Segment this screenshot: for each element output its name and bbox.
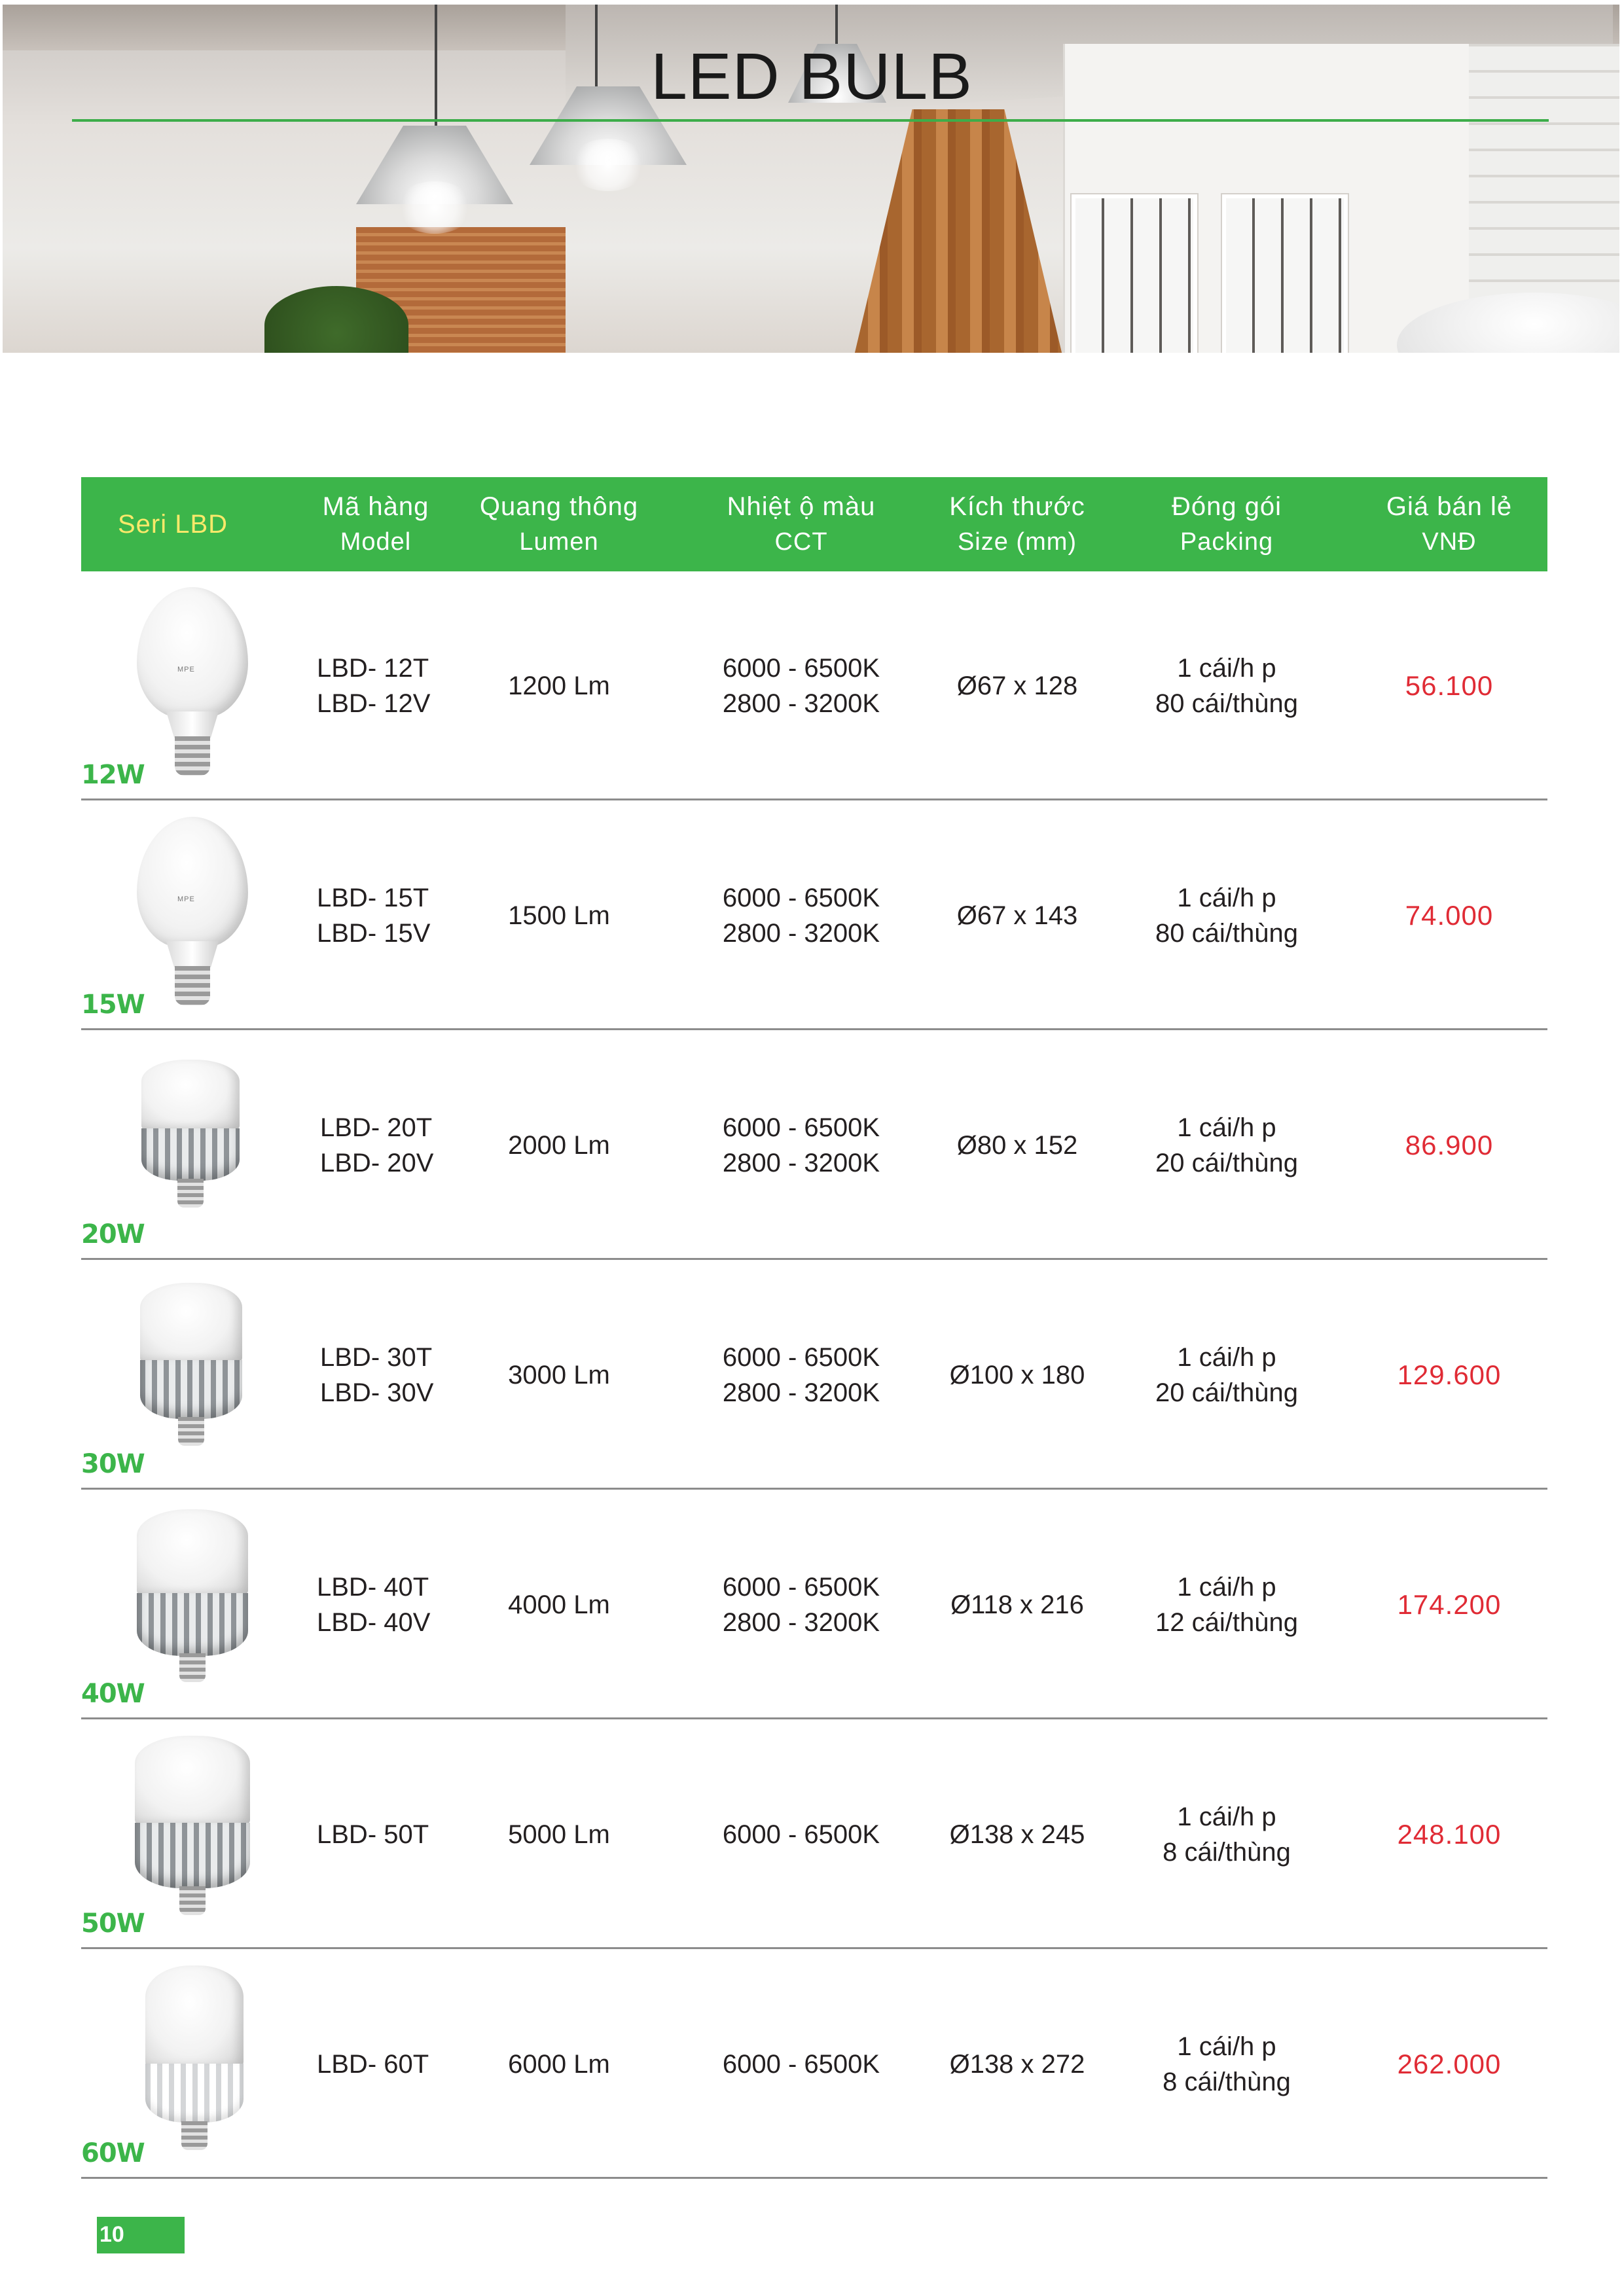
price-cell: 56.100 (1405, 670, 1494, 701)
header-cct (683, 477, 919, 571)
cct-value: 2800 - 3200K (722, 1148, 880, 1177)
header-label: Đóng gói (1171, 492, 1282, 521)
header-sublabel: Lumen (519, 528, 599, 556)
size-cell: Ø67 x 128 (956, 671, 1078, 700)
model-code: LBD- 30T (320, 1342, 433, 1372)
model-cell (320, 1260, 464, 1490)
packing-value: 20 cái/thùng (1155, 1148, 1298, 1177)
model-cell (317, 800, 461, 1030)
packing-value: 8 cái/thùng (1163, 2067, 1291, 2096)
page-title: LED BULB (651, 40, 973, 113)
model-code: LBD- 20V (320, 1148, 434, 1177)
model-code: LBD- 12V (317, 689, 431, 718)
wattage-label: 15W (81, 990, 145, 1020)
size-cell: Ø80 x 152 (956, 1130, 1078, 1160)
packing-value: 1 cái/h p (1177, 883, 1276, 912)
model-code: LBD- 15T (317, 883, 429, 912)
lumen-cell: 5000 Lm (508, 1820, 610, 1849)
model-code: LBD- 15V (317, 918, 431, 948)
wooden-range-hood (854, 109, 1063, 353)
packing-value: 1 cái/h p (1177, 1572, 1276, 1602)
wattage-label: 20W (81, 1219, 145, 1249)
cct-cell (683, 800, 919, 1030)
model-code: LBD- 12T (317, 653, 429, 683)
cct-value: 2800 - 3200K (722, 918, 880, 948)
cct-cell (683, 571, 919, 800)
header-lumen (461, 477, 657, 571)
cct-value: 2800 - 3200K (722, 1607, 880, 1637)
price-cell: 74.000 (1405, 899, 1494, 931)
size-cell: Ø67 x 143 (956, 901, 1078, 930)
lamp-glow (569, 139, 647, 191)
price-cell: 129.600 (1397, 1359, 1502, 1390)
table-row (81, 1260, 1547, 1490)
lamp-cord (435, 5, 437, 129)
header-packing (1122, 477, 1331, 571)
packing-cell (1122, 1490, 1331, 1719)
packing-cell (1122, 1719, 1331, 1949)
page-number-badge (97, 2217, 185, 2253)
price-cell: 262.000 (1397, 2048, 1502, 2079)
header-size (912, 477, 1122, 571)
header-label: Quang thông (479, 492, 639, 521)
header-sublabel: Model (340, 528, 412, 556)
wattage-label: 30W (81, 1449, 145, 1479)
header-seri (107, 477, 238, 571)
price-cell: 248.100 (1397, 1818, 1502, 1850)
wattage-label: 40W (81, 1679, 145, 1709)
cct-value: 6000 - 6500K (722, 1342, 880, 1372)
header-label: Nhiệt ộ màu (727, 492, 876, 521)
packing-cell (1122, 1030, 1331, 1260)
kitchen-cabinet (1063, 44, 1471, 353)
packing-value: 80 cái/thùng (1155, 689, 1298, 718)
packing-value: 1 cái/h p (1177, 2032, 1276, 2061)
header-label: Kích thước (949, 492, 1085, 521)
header-sublabel: Size (mm) (957, 528, 1077, 556)
header-label: Giá bán lẻ (1386, 492, 1513, 521)
packing-value: 80 cái/thùng (1155, 918, 1298, 948)
wattage-label: 50W (81, 1909, 145, 1939)
header-label: Seri LBD (117, 510, 228, 539)
cct-value: 6000 - 6500K (722, 653, 880, 683)
lumen-cell: 3000 Lm (508, 1360, 610, 1390)
header-price (1351, 477, 1547, 571)
wattage-label: 60W (81, 2138, 145, 2168)
size-cell: Ø138 x 245 (949, 1820, 1085, 1849)
lumen-cell: 2000 Lm (508, 1130, 610, 1160)
model-cell (320, 1030, 464, 1260)
header-sublabel: VNĐ (1422, 528, 1477, 556)
model-code: LBD- 50T (317, 1820, 429, 1849)
size-cell: Ø118 x 216 (950, 1590, 1084, 1619)
cct-value: 2800 - 3200K (722, 689, 880, 718)
cct-cell (683, 1490, 919, 1719)
packing-value: 1 cái/h p (1177, 653, 1276, 683)
model-code: LBD- 20T (320, 1113, 433, 1142)
model-code: LBD- 30V (320, 1378, 434, 1407)
size-cell: Ø138 x 272 (949, 2049, 1085, 2079)
header-sublabel: Packing (1180, 528, 1274, 556)
header-model (297, 477, 454, 571)
cct-value: 6000 - 6500K (722, 2049, 880, 2079)
size-cell: Ø100 x 180 (949, 1360, 1085, 1390)
wattage-label: 12W (81, 760, 145, 790)
cct-cell (683, 1949, 919, 2179)
cct-value: 6000 - 6500K (722, 883, 880, 912)
model-cell (317, 1490, 461, 1719)
page-number: 10 (99, 2222, 124, 2247)
packing-value: 20 cái/thùng (1155, 1378, 1298, 1407)
table-row (81, 1490, 1547, 1719)
model-cell (317, 1949, 461, 2179)
packing-value: 1 cái/h p (1177, 1342, 1276, 1372)
cabinet-door (1222, 194, 1348, 353)
table-row: MPE 12W LBD- 12T LBD- 12V 1200 Lm 6000 - 6500K 2800 - 3200K Ø67 x 128 1 cái/h p 80 cái/thùng 56.100 (81, 571, 1547, 800)
packing-value: 12 cái/thùng (1155, 1607, 1298, 1637)
table-header (81, 477, 1547, 571)
cct-cell (683, 1030, 919, 1260)
packing-cell (1122, 571, 1331, 800)
packing-value: 1 cái/h p (1177, 1802, 1276, 1831)
model-cell (317, 1719, 461, 1949)
model-code: LBD- 40T (317, 1572, 429, 1602)
model-code: LBD- 40V (317, 1607, 431, 1637)
lamp-glow (395, 181, 474, 234)
table-row: MPE 15W LBD- 15T LBD- 15V 1500 Lm 6000 - 6500K 2800 - 3200K Ø67 x 143 1 cái/h p 80 cái/thùng 74.000 (81, 800, 1547, 1030)
cct-value: 6000 - 6500K (722, 1572, 880, 1602)
price-cell: 174.200 (1397, 1588, 1502, 1620)
cct-value: 6000 - 6500K (722, 1113, 880, 1142)
title-underline (72, 119, 1549, 122)
table-row (81, 1030, 1547, 1260)
lumen-cell: 1200 Lm (508, 671, 610, 700)
model-cell (317, 571, 461, 800)
cct-cell (683, 1260, 919, 1490)
row-divider (81, 2177, 1547, 2179)
packing-cell (1122, 1949, 1331, 2179)
lumen-cell: 4000 Lm (508, 1590, 610, 1619)
model-code: LBD- 60T (317, 2049, 429, 2079)
packing-value: 1 cái/h p (1177, 1113, 1276, 1142)
lumen-cell: 1500 Lm (508, 901, 610, 930)
packing-cell (1122, 1260, 1331, 1490)
header-label: Mã hàng (322, 492, 429, 521)
price-cell: 86.900 (1405, 1129, 1494, 1160)
table-row (81, 1949, 1547, 2179)
lumen-cell: 6000 Lm (508, 2049, 610, 2079)
cabinet-door (1072, 194, 1197, 353)
packing-value: 8 cái/thùng (1163, 1837, 1291, 1867)
cct-cell (683, 1719, 919, 1949)
table-row (81, 1719, 1547, 1949)
cct-value: 6000 - 6500K (722, 1820, 880, 1849)
cct-value: 2800 - 3200K (722, 1378, 880, 1407)
header-sublabel: CCT (774, 528, 828, 556)
packing-cell (1122, 800, 1331, 1030)
